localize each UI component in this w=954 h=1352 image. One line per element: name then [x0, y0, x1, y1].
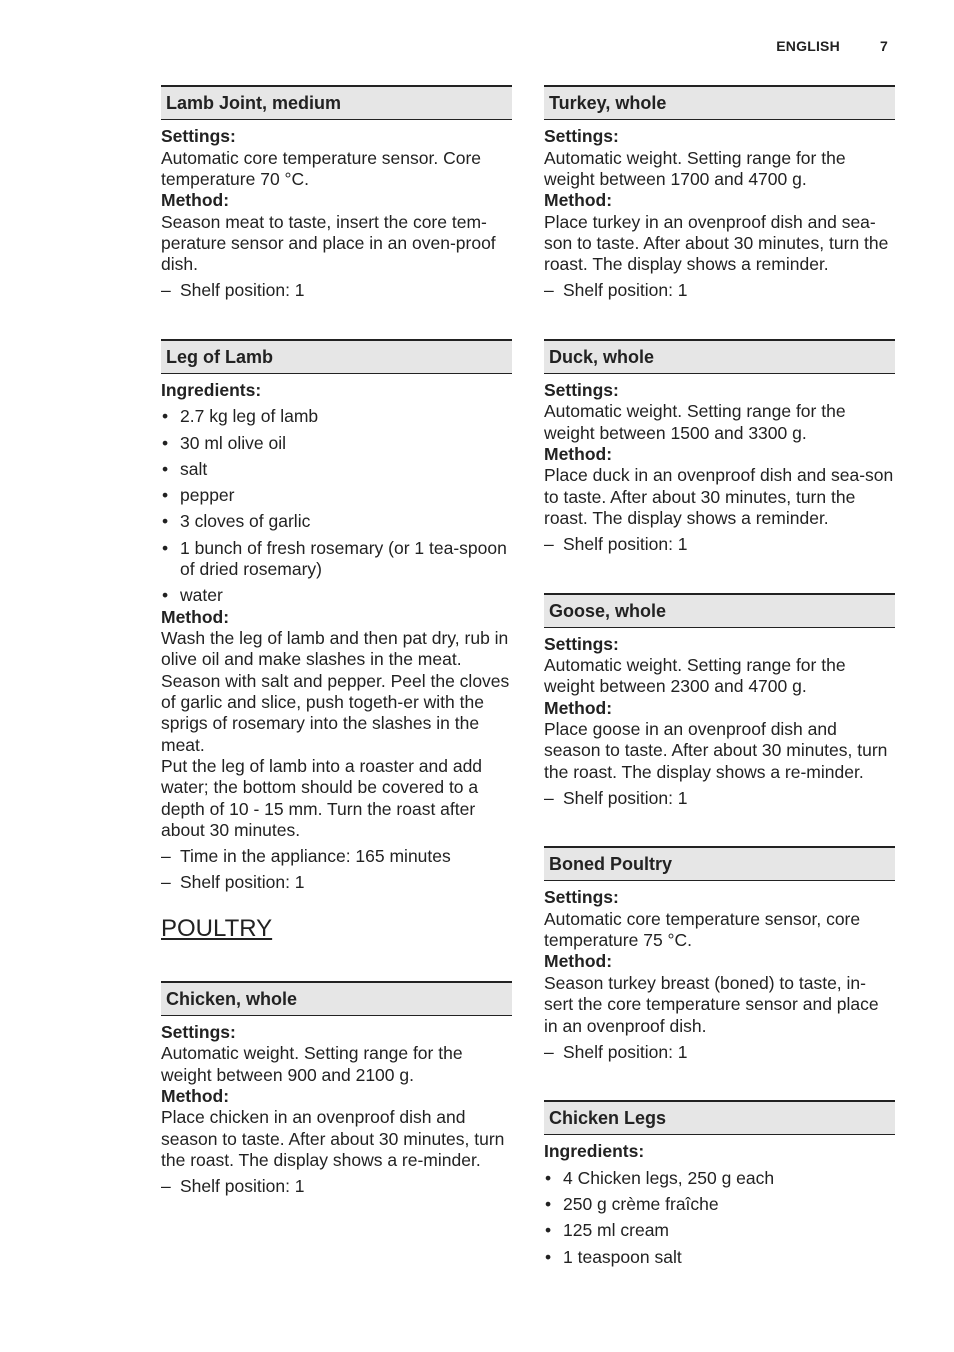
step-list: [544, 788, 895, 809]
ingredients-label: Ingredients:: [161, 379, 262, 400]
ingredient-item: • 125 ml cream: [544, 1220, 895, 1241]
section-title: Boned Poultry: [544, 846, 895, 881]
language-label: ENGLISH: [776, 38, 840, 54]
step-item: – Shelf position: 1: [161, 280, 512, 301]
method-text: Place chicken in an ovenproof dish and season to taste. After about 30 minutes, turn the roast. The display shows a re-minder.: [161, 1107, 505, 1170]
settings-label: Settings:: [161, 126, 236, 146]
step-list: [544, 1042, 895, 1063]
step-item: – Shelf position: 1: [544, 280, 895, 301]
step-item: – Time in the appliance: 165 minutes: [161, 846, 512, 867]
ingredient-list: [161, 406, 512, 606]
section-title: Leg of Lamb: [161, 339, 512, 374]
settings-text: Automatic weight. Setting range for the weight between 1700 and 4700 g.: [544, 147, 846, 189]
step-item: – Shelf position: 1: [544, 788, 895, 809]
method-label: Method:: [161, 1085, 230, 1106]
ingredient-item: • 2.7 kg leg of lamb: [161, 406, 512, 427]
method-label: Method:: [161, 606, 230, 627]
section-title: Lamb Joint, medium: [161, 85, 512, 120]
ingredient-list: [544, 1168, 895, 1268]
ingredient-item: • 4 Chicken legs, 250 g each: [544, 1168, 895, 1189]
settings-label: Settings:: [161, 1021, 236, 1042]
method-text-2: Put the leg of lamb into a roaster and add water; the bottom should be covered to a depth of 10 - 15 mm. Turn the roast after about 30 minutes.: [161, 755, 483, 840]
step-item: – Shelf position: 1: [161, 1176, 512, 1197]
ingredient-item: • 3 cloves of garlic: [161, 511, 512, 532]
method-text: Season turkey breast (boned) to taste, in-sert the core temperature sensor and place in an ovenproof dish.: [544, 972, 879, 1036]
ingredient-item: • 30 ml olive oil: [161, 433, 512, 454]
ingredients-label: Ingredients:: [544, 1141, 645, 1162]
settings-label: Settings:: [544, 126, 619, 146]
step-item: – Shelf position: 1: [544, 1042, 895, 1063]
settings-text: Automatic weight. Setting range for the weight between 900 and 2100 g.: [161, 1043, 463, 1085]
section-title: Goose, whole: [544, 593, 895, 628]
step-list: [544, 534, 895, 555]
section-title: Turkey, whole: [544, 85, 895, 120]
section-lamb-joint: [161, 85, 512, 302]
method-label: Method:: [544, 697, 613, 718]
method-label: Method:: [544, 951, 613, 972]
section-turkey: [544, 85, 895, 302]
section-goose: [544, 593, 895, 810]
step-item: – Shelf position: 1: [544, 534, 895, 555]
method-text: Place goose in an ovenproof dish and season to taste. After about 30 minutes, turn the roast. The display shows a re-minder.: [544, 719, 888, 782]
step-list: [161, 280, 512, 301]
settings-label: Settings:: [544, 887, 619, 908]
settings-text: Automatic core temperature sensor, core temperature 75 °C.: [544, 908, 861, 951]
ingredient-item: • water: [161, 585, 512, 606]
ingredient-item: • pepper: [161, 485, 512, 506]
step-list: [161, 1176, 512, 1197]
settings-text: Automatic weight. Setting range for the weight between 1500 and 3300 g.: [544, 401, 846, 443]
section-chicken-whole: [161, 981, 512, 1198]
section-title: Duck, whole: [544, 339, 895, 374]
settings-label: Settings:: [544, 633, 619, 654]
section-title: Chicken Legs: [544, 1100, 895, 1135]
method-text: Season meat to taste, insert the core tem-perature sensor and place in an oven-proof dish.: [161, 211, 496, 275]
method-text: Wash the leg of lamb and then pat dry, rub in olive oil and make slashes in the meat. Season with salt and pepper. Peel the cloves of garlic and slice, push togeth-er with the sprigs of rosemary into the slashes in the meat.: [161, 628, 510, 755]
settings-label: Settings:: [544, 379, 619, 400]
method-label: Method:: [544, 190, 613, 211]
method-label: Method:: [544, 443, 613, 464]
step-list: [161, 846, 512, 894]
section-leg-of-lamb: [161, 339, 512, 894]
step-item: – Shelf position: 1: [161, 872, 512, 893]
right-column: [544, 85, 895, 1268]
ingredient-item: • 250 g crème fraîche: [544, 1194, 895, 1215]
method-text: Place turkey in an ovenproof dish and sea-son to taste. After about 30 minutes, turn the roast. The display shows a reminder.: [544, 211, 889, 275]
section-duck: [544, 339, 895, 556]
method-label: Method:: [161, 190, 230, 211]
ingredient-item: • 1 bunch of fresh rosemary (or 1 tea-spoon of dried rosemary): [161, 538, 512, 581]
step-list: [544, 280, 895, 301]
ingredient-item: • 1 teaspoon salt: [544, 1247, 895, 1268]
ingredient-item: • salt: [161, 459, 512, 480]
section-chicken-legs: [544, 1100, 895, 1268]
left-column: [161, 85, 512, 1198]
page-header: [776, 38, 888, 54]
method-text: Place duck in an ovenproof dish and sea-son to taste. After about 30 minutes, turn the roast. The display shows a reminder.: [544, 465, 894, 528]
page-number: 7: [880, 38, 888, 54]
settings-text: Automatic weight. Setting range for the weight between 2300 and 4700 g.: [544, 655, 846, 697]
settings-text: Automatic core temperature sensor. Core temperature 70 °C.: [161, 147, 482, 189]
poultry-heading: POULTRY: [161, 914, 273, 942]
section-boned-poultry: [544, 846, 895, 1063]
section-title: Chicken, whole: [161, 981, 512, 1016]
